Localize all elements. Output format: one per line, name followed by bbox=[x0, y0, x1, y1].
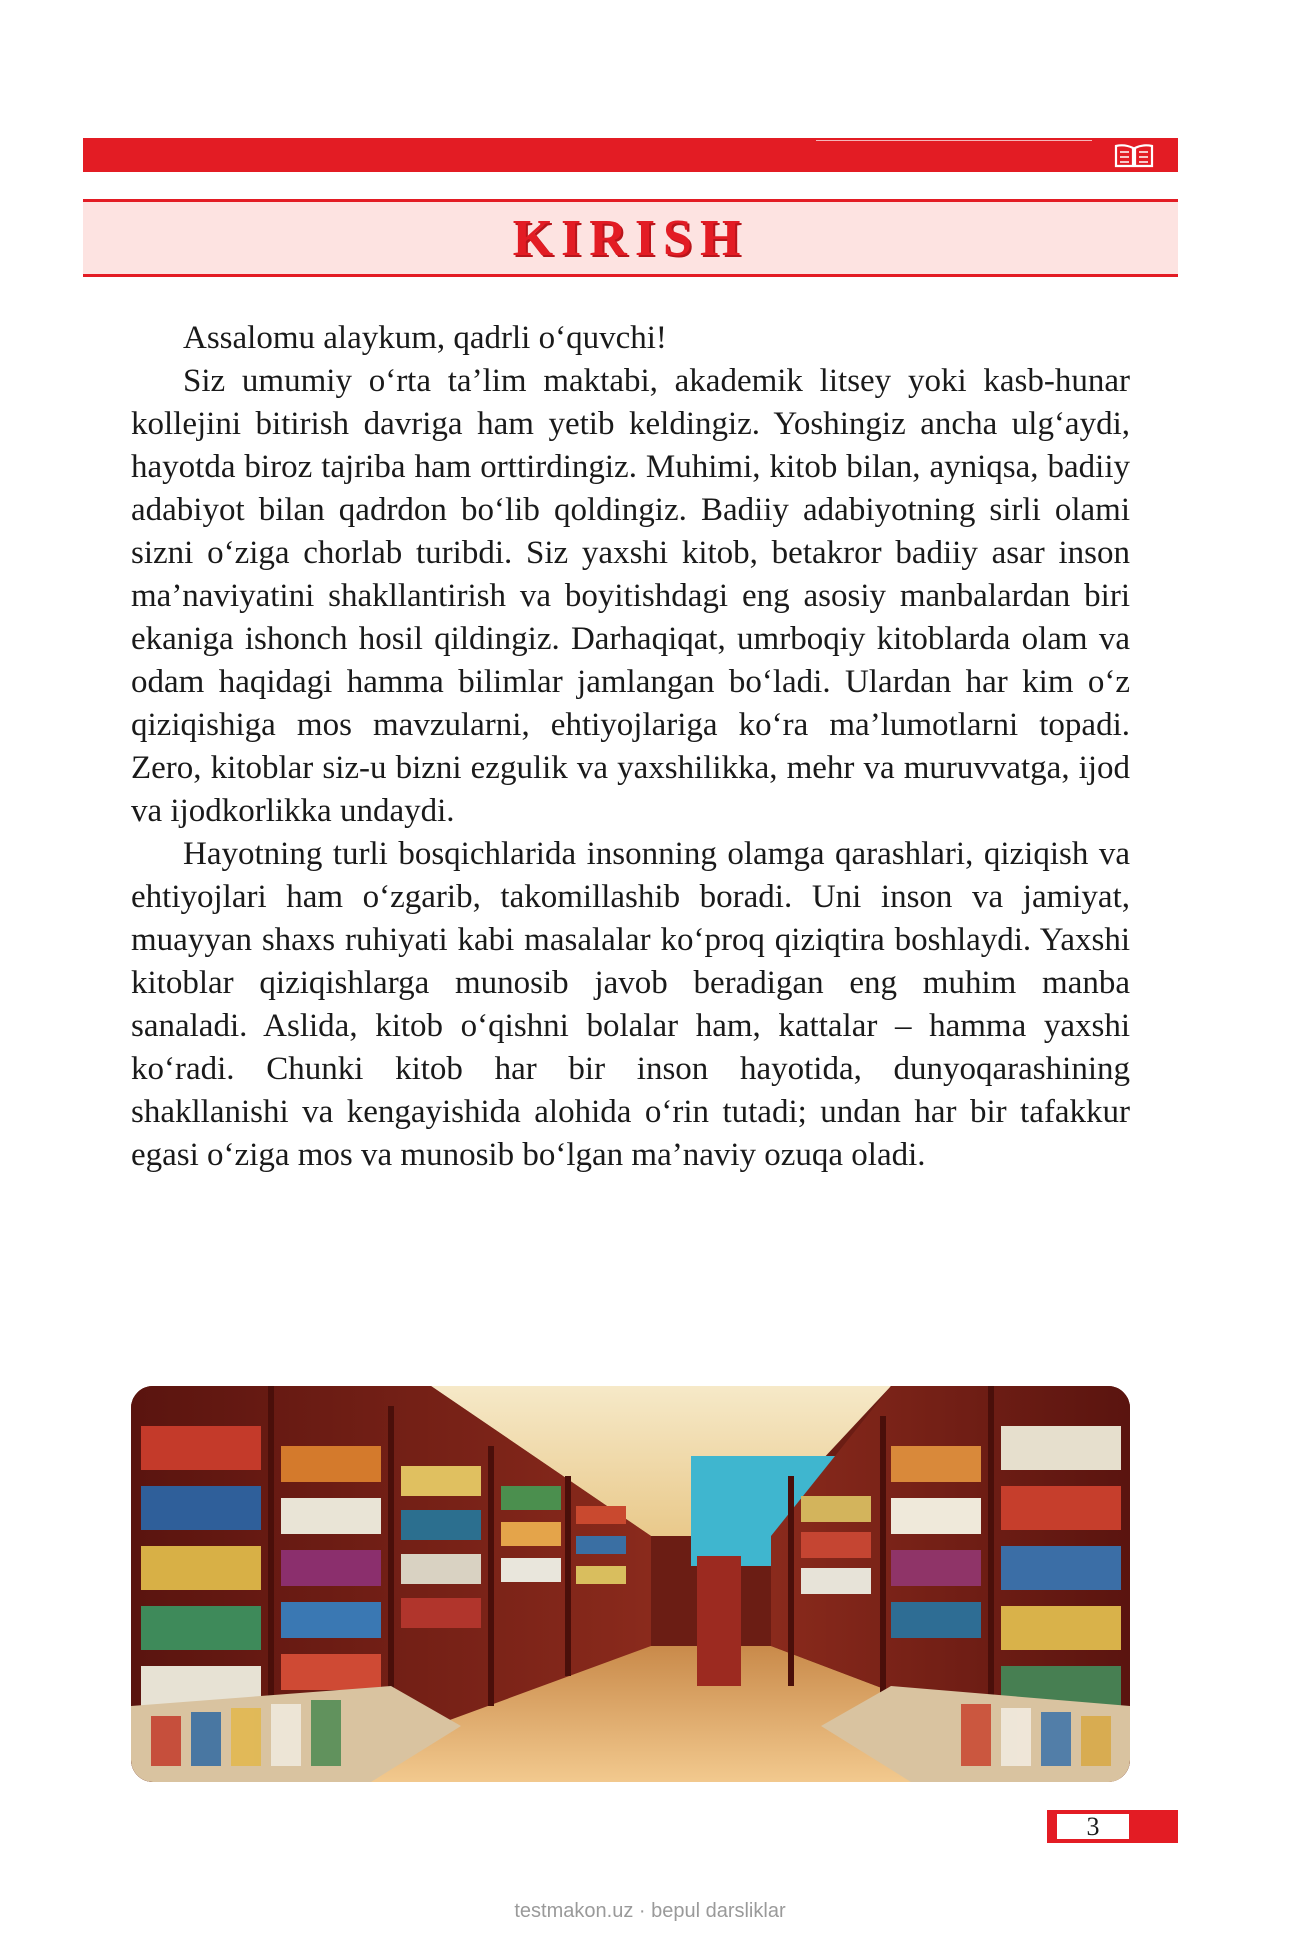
paragraph-2: Hayotning turli bosqichlarida insonning olamga qarashlari, qiziqish va ehtiyojlari ham o‘zgarib, takomillashib boradi. Uni inson va jamiyat, muayyan shaxs ruhiyati kabi masalalar ko‘proq qiziqtira boshlaydi. Yaxshi kitoblar qiziqishlarga munosib javob beradigan eng muhim manba sanaladi. Aslida, kitob o‘qishni bolalar ham, kattalar – hamma yaxshi ko‘radi. Chunki kitob har bir inson hayotida, dunyoqarashining shakllanishi va kengayishida alohida o‘rin tutadi; undan har bir tafakkur egasi o‘ziga mos va munosib bo‘lgan ma’naviy ozuqa oladi. bbox=[131, 836, 1130, 1173]
body-text bbox=[131, 317, 1130, 1177]
paragraph-1: Siz umumiy o‘rta ta’lim maktabi, akademik litsey yoki kasb-hunar kollejini bitirish davriga ham yetib keldingiz. Yoshingiz ancha ulg‘aydi, hayotda biroz tajriba ham orttirdingiz. Muhimi, kitob bilan, ayniqsa, badiiy adabiyot bilan qadrdon bo‘lib qoldingiz. Badiiy adabiyotning sirli olami sizni o‘ziga chorlab turibdi. Siz yaxshi kitob, betakror badiiy asar inson ma’naviyatini shakllantirish va boyitishdagi eng asosiy manbalardan biri ekaniga ishonch hosil qildingiz. Darhaqiqat, umrboqiy kitoblarda olam va odam haqidagi hamma bilimlar jamlangan bo‘ladi. Ulardan har kim o‘z qiziqishiga mos mavzularni, ehtiyojlariga ko‘ra ma’lumotlarni topadi. Zero, kitoblar siz-u bizni ezgulik va yaxshilikka, mehr va muruvvatga, ijod va ijodkorlikka undaydi. bbox=[131, 363, 1130, 829]
header-bar-highlight bbox=[816, 140, 1092, 141]
chapter-title-box bbox=[83, 199, 1178, 277]
library-illustration bbox=[131, 1386, 1130, 1782]
open-book-icon bbox=[1112, 140, 1156, 170]
paragraph-greeting: Assalomu alaykum, qadrli o‘quvchi! bbox=[183, 320, 667, 356]
header-bar bbox=[83, 138, 1178, 172]
library-bookshelves-photo bbox=[131, 1386, 1130, 1782]
page-number: 3 bbox=[1057, 1814, 1129, 1839]
footer-watermark: testmakon.uz · bepul darsliklar bbox=[514, 1900, 786, 1922]
chapter-title: KIRISH bbox=[512, 210, 749, 267]
